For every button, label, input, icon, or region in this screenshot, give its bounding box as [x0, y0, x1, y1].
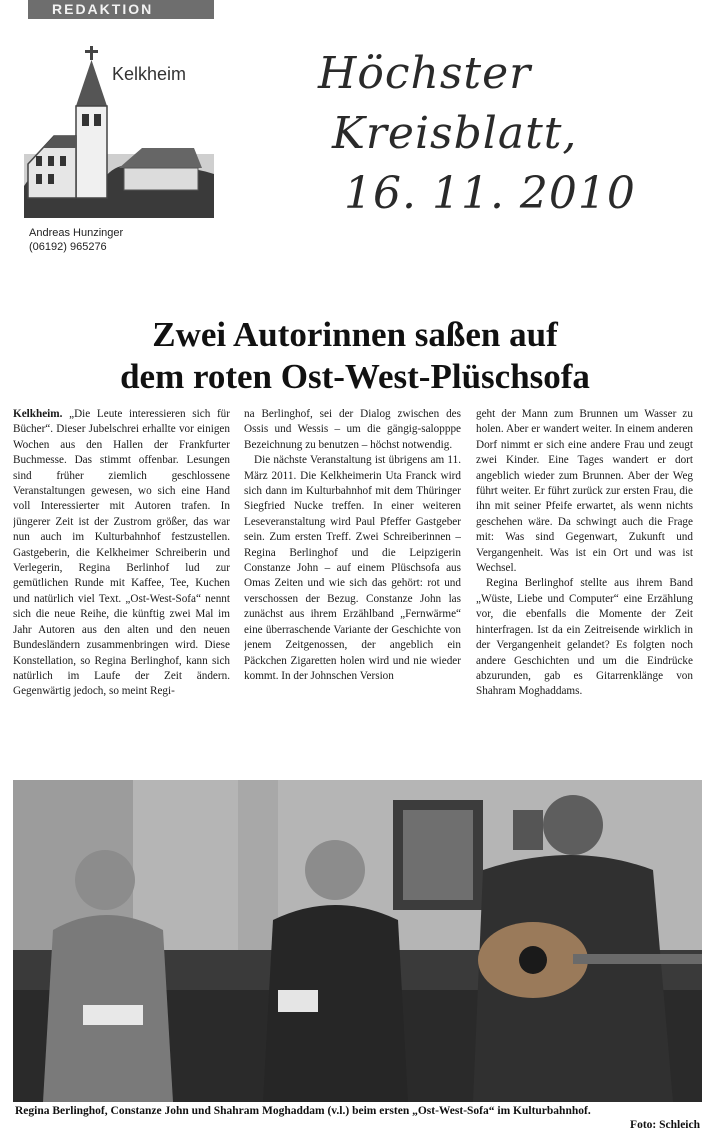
caption-text: Regina Berlinghof, Constanze John und Shahram Moghaddam (v.l.) beim ersten „Ost-West-Sofa“ im Kulturbahnhof. [15, 1105, 591, 1117]
paragraph-text: „Die Leute interessieren sich für Bücher“. Dieser Jubelschrei erhallte vor einigen Wochen aus den Hallen der Frankfurter Buchmesse. Das stimmt offenbar. Lesungen sind früher ziemlich geschlossene Veranstaltungen gewesen, wo sich eine Hand voll Interessierter mit Autoren trafen. In jüngerer Zeit ist der Zustrom größer, das war nun auch im Kulturbahnhof festzustellen. Gastgeberin, die Kelkheimer Schreiberin und Verlegerin, Regina Berlinhof lud zur gemütlichen Runde mit Kaffee, Tee, Kuchen und natürlich viel Text. „Ost-West-Sofa“ nennt sich die neue Reihe, die künftig zwei Mal im Jahr Autoren aus den alten und den neuen Bundesländern zusammenbringen wird. Diese Konstellation, so Regina Berlinghof, kann sich natürlich im Laufe der Zeit ändern. Gegenwärtig jedoch, so meint Regi- [13, 408, 230, 698]
photo-caption [15, 1104, 700, 1131]
handwritten-note [318, 44, 636, 224]
handwritten-line-1: Höchster [318, 48, 532, 99]
article-column-2 [244, 407, 461, 767]
section-label: REDAKTION [28, 0, 214, 19]
editor-phone: (06192) 965276 [29, 241, 107, 253]
dateline: Kelkheim. [13, 408, 63, 420]
article-paragraph: Regina Berlinghof stellte aus ihrem Band „Wüste, Liebe und Computer“ eine Erzählung vor, die ebenfalls die Momente der Zeit hinterfragen. Ist da ein Zeitreisende wirklich in der Vergangenheit gelandet? Es folgten noch andere Geschichten und um die Eindrücke abzurunden, gab es Gitarrenklänge von Shahram Moghaddams. [476, 577, 693, 698]
article-paragraph: geht der Mann zum Brunnen um Wasser zu holen. Aber er wandert weiter. In einem anderen Dorf nimmt er sich eine andere Frau und zeugt zwei Kinder. Eine Tages wandert er dort angeblich wieder zum Brunnen. Aber der Weg führt weiter. Er führt zurück zur ersten Frau, die ihn mit seiner Pfeife erwartet, als wenn nichts geschehen wäre. Da schwingt auch die Frage mit: Was sind Gegenwart, Zukunft und Vergangenheit. Was ist ein Ort und was ist Wechsel. [476, 408, 693, 575]
town-name: Kelkheim [112, 64, 187, 84]
article-body [13, 407, 693, 767]
article-headline [20, 314, 690, 398]
article-paragraph [13, 407, 230, 700]
article-column-3 [476, 407, 693, 767]
headline-line-2: dem roten Ost-West-Plüschsofa [120, 357, 590, 396]
handwritten-line-3: 16. 11. 2010 [344, 168, 636, 219]
handwritten-line-2: Kreisblatt, [332, 108, 578, 159]
headline-line-1: Zwei Autorinnen saßen auf [152, 315, 558, 354]
editor-contact [29, 226, 123, 254]
event-photo [13, 780, 702, 1102]
article-column-1 [13, 407, 230, 767]
photo-credit: Foto: Schleich [630, 1119, 700, 1131]
article-paragraph: na Berlinghof, sei der Dialog zwischen des Ossis und Wessis – um die gängig-salopppe Bezeichnung zu benutzen – höchst notwendig. [244, 408, 461, 451]
editor-name: Andreas Hunzinger [29, 227, 124, 239]
article-paragraph: Die nächste Veranstaltung ist übrigens am 11. März 2011. Die Kelkheimerin Uta Franck wird sich dann im Kulturbahnhof mit dem Thüringer Siegfried Nucke treffen. In einer weiteren Leseveranstaltung wird Paul Pfeffer Gastgeber sein. Zum ersten Treff. Zwei Schreiberinnen – Regina Berlinghof und die Leipzigerin Constanze John – auf einem Plüschsofa aus Omas Zeiten und wie sich das gehört: rot und verschossen der Bezug. Constanze John las zunächst aus ihrem Erzählband „Fernwärme“ eine überraschende Variante der Geschichte von jenem Zeitgenossen, der angeblich ein Päckchen Zigaretten holen wird und nie wieder kommt. In der Johnschen Version [244, 454, 461, 682]
